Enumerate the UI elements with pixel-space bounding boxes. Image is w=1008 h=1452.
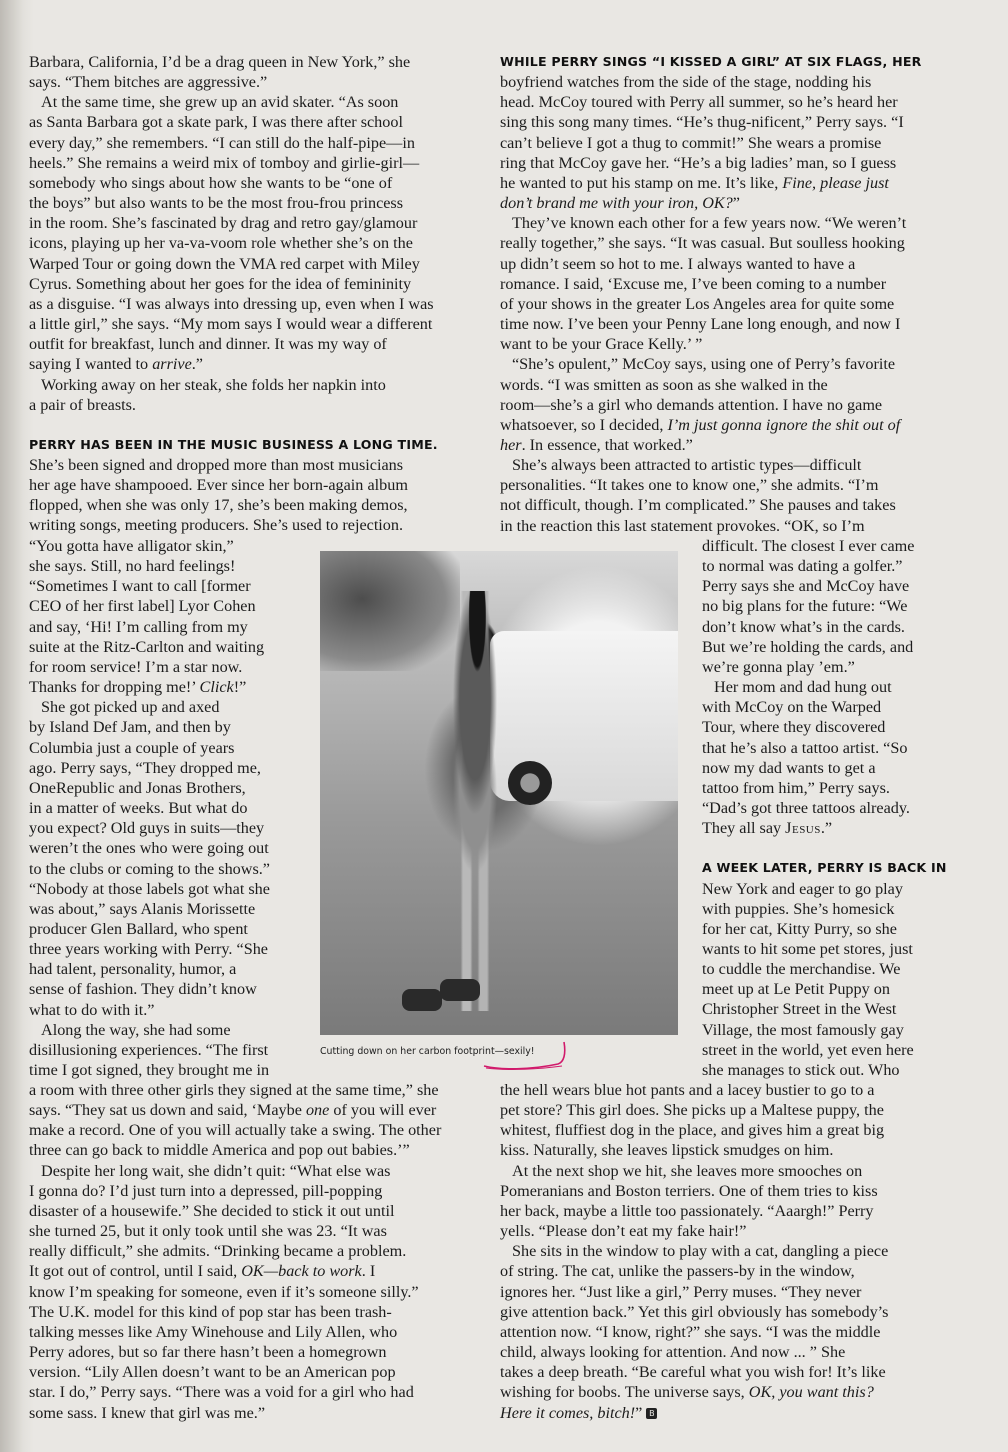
text-line: Cyrus. Something about her goes for the idea of femininity: [29, 274, 412, 293]
text-line: “Dad’s got three tattoos already.: [702, 799, 910, 818]
photo-skate: [440, 979, 480, 1001]
text-line: heels.” She remains a weird mix of tomboy and girlie-girl—: [29, 153, 420, 172]
text-line: Along the way, she had some: [41, 1020, 231, 1039]
text-line: “Sometimes I want to call [former: [29, 577, 251, 596]
text-line: takes a deep breath. “Be careful what you wish for! It’s like: [500, 1363, 886, 1382]
text-line: as a disguise. “I was always into dressing up, even when I was: [29, 294, 434, 313]
text-line: three years working with Perry. “She: [29, 940, 268, 959]
text-line: New York and eager to go play: [702, 879, 903, 898]
end-mark-icon: B: [646, 1408, 657, 1419]
text-line: OneRepublic and Jonas Brothers,: [29, 778, 246, 797]
text-line: make a record. One of you will actually take a swing. The other: [29, 1121, 442, 1140]
text-line: “Nobody at those labels got what she: [29, 879, 270, 898]
text-line: she turned 25, but it only took until she was 23. “It was: [29, 1222, 387, 1241]
text-line: you expect? Old guys in suits—they: [29, 819, 265, 838]
text-line: now my dad wants to get a: [702, 758, 876, 777]
text-line: that he’s also a tattoo artist. “So: [702, 738, 908, 757]
text-line: for her cat, Kitty Purry, so she: [702, 919, 897, 938]
text-line: They all say Jesus.”: [702, 819, 833, 838]
text-line: Here it comes, bitch!” B: [500, 1403, 952, 1423]
text-line: saying I wanted to arrive.”: [29, 355, 203, 374]
section-lead-in: A WEEK LATER, PERRY IS BACK IN: [702, 860, 947, 876]
text-line: sense of fashion. They didn’t know: [29, 980, 257, 999]
section-lead-in: WHILE PERRY SINGS “I KISSED A GIRL” AT SIX FLAGS, HER: [500, 54, 922, 69]
text-line: boyfriend watches from the side of the stage, nodding his: [500, 73, 872, 92]
text-line: The U.K. model for this kind of pop star has been trash-: [29, 1302, 392, 1321]
photo-caption: Cutting down on her carbon footprint—sexily!: [320, 1046, 535, 1057]
text-line: really together,” she says. “It was casual. But soulless hooking: [500, 234, 905, 253]
text-line: kiss. Naturally, she leaves lipstick smudges on him.: [500, 1141, 834, 1160]
text-line: room—she’s a girl who demands attention. I have no game: [500, 395, 883, 414]
text-line: child, always looking for attention. And now ... ” She: [500, 1343, 846, 1362]
text-line: in the reaction this last statement provokes. “OK, so I’m: [500, 516, 865, 535]
text-line: She’s been signed and dropped more than most musicians: [29, 455, 404, 474]
text-line: “She’s opulent,” McCoy says, using one of Perry’s favorite: [512, 355, 896, 374]
text-line: by Island Def Jam, and then by: [29, 718, 231, 737]
text-line: in the room. She’s fascinated by drag and retro gay/glamour: [29, 214, 418, 233]
text-line: tattoo from him,” Perry says.: [702, 778, 890, 797]
text-line: no big plans for the future: “We: [702, 597, 908, 616]
text-line: time I got signed, they brought me in: [29, 1061, 270, 1080]
text-line: to normal was dating a golfer.”: [702, 557, 903, 576]
text-line: It got out of control, until I said, OK—back to work. I: [29, 1262, 376, 1281]
left-column-top: [29, 52, 481, 536]
text-line: we’re gonna play ’em.”: [702, 657, 855, 676]
text-line: Tour, where they discovered: [702, 718, 886, 737]
text-line: words. “I was smitten as soon as she walked in the: [500, 375, 828, 394]
text-line: to the clubs or coming to the shows.”: [29, 859, 270, 878]
text-line: as Santa Barbara got a skate park, I was there after school: [29, 113, 403, 132]
text-line: version. “Lily Allen doesn’t want to be an American pop: [29, 1363, 396, 1382]
text-line: of your shows in the greater Los Angeles area for quite some: [500, 294, 895, 313]
text-line: every day,” she remembers. “I can still do the half-pipe—in: [29, 133, 415, 152]
text-line: Despite her long wait, she didn’t quit: “What else was: [41, 1161, 391, 1180]
text-line: whitest, fluffiest dog in the place, and gives him a great big: [500, 1121, 885, 1140]
text-line: Village, the most famously gay: [702, 1020, 904, 1039]
photo-skate: [402, 989, 442, 1011]
text-line: he wanted to put his stamp on me. It’s like, Fine, please just: [500, 173, 889, 192]
pen-scribble-mark: [480, 1036, 570, 1072]
text-line: time now. I’ve been your Penny Lane long enough, and now I: [500, 315, 901, 334]
text-line: says. “Them bitches are aggressive.”: [29, 73, 268, 92]
text-line: icons, playing up her va-va-voom role whether she’s on the: [29, 234, 413, 253]
text-line: I gonna do? I’d just turn into a depressed, pill-popping: [29, 1181, 383, 1200]
text-line: She’s always been attracted to artistic types—difficult: [512, 456, 862, 475]
text-line: want to be your Grace Kelly.’ ”: [500, 335, 703, 354]
text-line: a little girl,” she says. “My mom says I would wear a different: [29, 315, 433, 334]
text-line: really difficult,” she admits. “Drinking became a problem.: [29, 1242, 407, 1261]
text-line: three can go back to middle America and pop out babies.’”: [29, 1141, 410, 1160]
text-line: Her mom and dad hung out: [714, 678, 892, 697]
text-line: sing this song many times. “He’s thug-nificent,” Perry says. “I: [500, 113, 904, 132]
text-line: and say, ‘Hi! I’m calling from my: [29, 617, 248, 636]
text-line: Pomeranians and Boston terriers. One of them tries to kiss: [500, 1181, 878, 1200]
text-line: flopped, when she was only 17, she’s been making demos,: [29, 496, 408, 515]
text-line: some sass. I knew that girl was me.”: [29, 1403, 266, 1422]
text-line: disillusioning experiences. “The first: [29, 1040, 269, 1059]
photo-skater: [415, 591, 535, 1011]
right-column-narrow: [702, 536, 962, 1080]
text-line: writing songs, meeting producers. She’s used to rejection.: [29, 516, 404, 535]
text-line: weren’t the ones who were going out: [29, 839, 269, 858]
text-line: disaster of a housewife.” She decided to stick it out until: [29, 1201, 395, 1220]
text-line: know I’m speaking for someone, even if it’s someone silly.”: [29, 1282, 419, 1301]
text-line: Christopher Street in the West: [702, 1000, 897, 1019]
text-line: the boys” but also wants to be the most frou-frou princess: [29, 194, 404, 213]
text-line: with puppies. She’s homesick: [702, 899, 895, 918]
text-line: don’t know what’s in the cards.: [702, 617, 905, 636]
text-line: somebody who sings about how she wants to be “one of: [29, 173, 393, 192]
text-line: says. “They sat us down and said, ‘Maybe one of you will ever: [29, 1101, 437, 1120]
section-lead-in: PERRY HAS BEEN IN THE MUSIC BUSINESS A LONG TIME.: [29, 436, 438, 452]
text-line: Perry adores, but so far there hasn’t been a homegrown: [29, 1343, 387, 1362]
text-line: star. I do,” Perry says. “There was a void for a girl who had: [29, 1383, 414, 1402]
text-line: CEO of her first label] Lyor Cohen: [29, 597, 256, 616]
text-line: attention now. “I know, right?” she says. “I was the middle: [500, 1322, 881, 1341]
text-line: her age have shampooed. Ever since her born-again album: [29, 476, 408, 495]
text-line: for room service! I’m a star now.: [29, 657, 243, 676]
left-column-bottom: [29, 1080, 481, 1423]
text-line: She got picked up and axed: [41, 698, 220, 717]
text-line: outfit for breakfast, lunch and dinner. It was my way of: [29, 335, 387, 354]
text-line: head. McCoy toured with Perry all summer, so he’s heard her: [500, 93, 898, 112]
text-line: romance. I said, ‘Excuse me, I’ve been coming to a number: [500, 274, 887, 293]
text-line: wishing for boobs. The universe says, OK, you want this?: [500, 1383, 874, 1402]
text-line: “You gotta have alligator skin,”: [29, 537, 234, 555]
text-line: with McCoy on the Warped: [702, 698, 882, 717]
text-line: ignores her. “Just like a girl,” Perry muses. “They never: [500, 1282, 862, 1301]
text-line: the hell wears blue hot pants and a lacey bustier to go to a: [500, 1081, 875, 1099]
text-line: But we’re holding the cards, and: [702, 637, 914, 656]
text-line: in a matter of weeks. But what do: [29, 799, 248, 818]
text-line: ago. Perry says, “They dropped me,: [29, 758, 261, 777]
right-column-bottom: [500, 1080, 952, 1423]
text-line: a room with three other girls they signed at the same time,” she: [29, 1081, 439, 1099]
text-line: of string. The cat, unlike the passers-by in the window,: [500, 1262, 855, 1281]
text-line: Columbia just a couple of years: [29, 738, 235, 757]
text-line: talking messes like Amy Winehouse and Lily Allen, who: [29, 1322, 398, 1341]
text-line: her back, maybe a little too passionately. “Aaargh!” Perry: [500, 1201, 874, 1220]
text-line: had talent, personality, humor, a: [29, 960, 237, 979]
text-line: what to do with it.”: [29, 1000, 155, 1019]
text-line: She sits in the window to play with a cat, dangling a piece: [512, 1242, 889, 1261]
text-line: a pair of breasts.: [29, 395, 136, 414]
text-line: yells. “Please don’t eat my fake hair!”: [500, 1222, 747, 1241]
text-line: whatsoever, so I decided, I’m just gonna ignore the shit out of: [500, 415, 901, 434]
text-line: she manages to stick out. Who: [702, 1060, 900, 1079]
text-line: wants to hit some pet stores, just: [702, 939, 913, 958]
text-line: At the same time, she grew up an avid skater. “As soon: [41, 93, 399, 112]
text-line: Thanks for dropping me!’ Click!”: [29, 678, 247, 697]
text-line: she says. Still, no hard feelings!: [29, 557, 236, 576]
text-line: street in the world, yet even here: [702, 1040, 914, 1059]
text-line: Warped Tour or going down the VMA red carpet with Miley: [29, 254, 420, 273]
text-line: personalities. “It takes one to know one,” she admits. “I’m: [500, 476, 879, 495]
text-line: suite at the Ritz-Carlton and waiting: [29, 637, 265, 656]
text-line: Perry says she and McCoy have: [702, 577, 910, 596]
text-line: not difficult, though. I’m complicated.” She pauses and takes: [500, 496, 896, 515]
text-line: to cuddle the merchandise. We: [702, 960, 901, 979]
text-line: difficult. The closest I ever came: [702, 537, 915, 555]
text-line: They’ve known each other for a few years now. “We weren’t: [512, 214, 907, 233]
text-line: Barbara, California, I’d be a drag queen in New York,” she: [29, 53, 411, 71]
text-line: give attention back.” Yet this girl obviously has somebody’s: [500, 1302, 889, 1321]
left-column-narrow: [29, 536, 319, 1080]
text-line: At the next shop we hit, she leaves more smooches on: [512, 1161, 863, 1180]
text-line: pet store? This girl does. She picks up a Maltese puppy, the: [500, 1101, 884, 1120]
text-line: producer Glen Ballard, who spent: [29, 919, 248, 938]
text-line: meet up at Le Petit Puppy on: [702, 980, 890, 999]
text-line: her. In essence, that worked.”: [500, 435, 693, 454]
text-line: up didn’t seem so hot to me. I always wanted to have a: [500, 254, 856, 273]
text-line: can’t believe I got a thug to commit!” She wears a promise: [500, 133, 882, 152]
right-column-top: [500, 52, 952, 536]
text-line: ring that McCoy gave her. “He’s a big ladies’ man, so I guess: [500, 153, 897, 172]
text-line: was about,” says Alanis Morissette: [29, 899, 256, 918]
roller-skating-photo: [320, 551, 678, 1035]
text-line: Working away on her steak, she folds her napkin into: [41, 375, 386, 394]
text-line: don’t brand me with your iron, OK?”: [500, 194, 740, 213]
